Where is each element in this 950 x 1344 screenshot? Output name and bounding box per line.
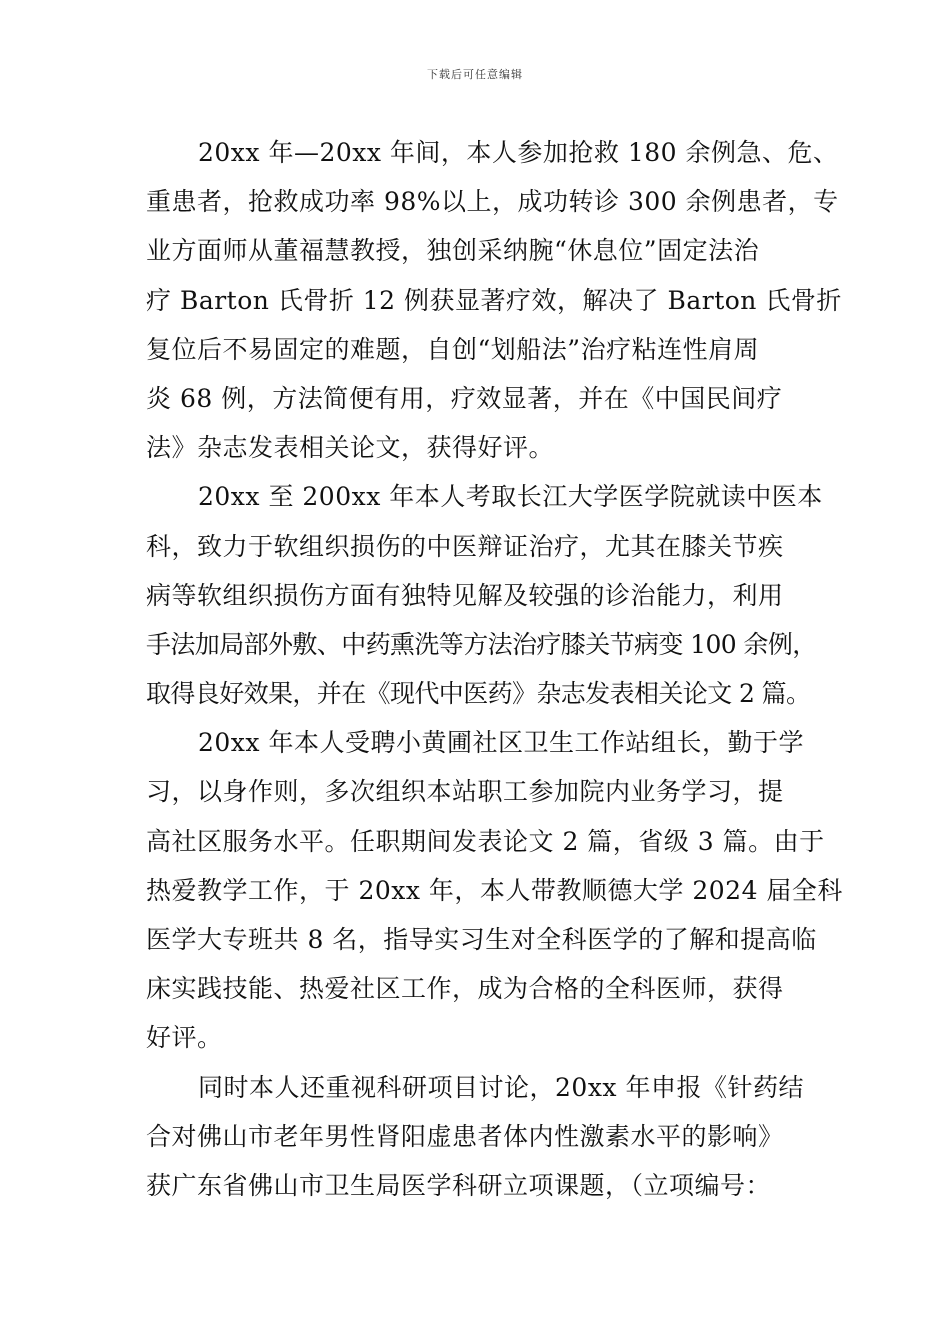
text-line: 炎 68 例，方法简便有用，疗效显著，并在《中国民间疗 bbox=[146, 383, 783, 413]
text-line: 合对佛山市老年男性肾阳虚患者体内性激素水平的影响》 bbox=[146, 1121, 784, 1151]
text-line: 法》杂志发表相关论文，获得好评。 bbox=[146, 433, 555, 463]
text-line: 业方面师从董福慧教授，独创采纳腕“休息位”固定法治 bbox=[146, 236, 760, 266]
text-line: 高社区服务水平。任职期间发表论文 2 篇，省级 3 篇。由于 bbox=[146, 826, 825, 856]
text-line: 复位后不易固定的难题，自创“划船法”治疗粘连性肩周 bbox=[146, 334, 760, 364]
text-line: 病等软组织损伤方面有独特见解及较强的诊治能力，利用 bbox=[146, 580, 784, 610]
text-line: 疗 Barton 氏骨折 12 例获显著疗效，解决了 Barton 氏骨折 bbox=[146, 285, 842, 315]
text-line: 取得良好效果，并在《现代中医药》杂志发表相关论文 2 篇。 bbox=[146, 679, 811, 709]
text-line: 医学大专班共 8 名，指导实习生对全科医学的了解和提高临 bbox=[146, 925, 817, 954]
text-line: 热爱教学工作，于 20xx 年，本人带教顺德大学 2024 届全科 bbox=[146, 875, 843, 905]
paragraph bbox=[146, 718, 843, 1062]
text-line: 习，以身作则，多次组织本站职工参加院内业务学习，提 bbox=[146, 777, 784, 807]
text-line: 科，致力于软组织损伤的中医辩证治疗，尤其在膝关节疾 bbox=[146, 531, 784, 561]
text-line: 同时本人还重视科研项目讨论，20xx 年申报《针药结 bbox=[198, 1072, 804, 1102]
paragraph bbox=[146, 128, 842, 472]
document-body bbox=[146, 128, 843, 1210]
text-line: 获广东省佛山市卫生局医学科研立项课题，（立项编号： bbox=[146, 1170, 772, 1200]
text-line: 20xx 年—20xx 年间，本人参加抢救 180 余例急、危、 bbox=[198, 138, 839, 167]
text-line: 20xx 至 200xx 年本人考取长江大学医学院就读中医本 bbox=[198, 482, 823, 512]
paragraph bbox=[146, 1063, 822, 1211]
paragraph bbox=[146, 472, 822, 718]
header-note: 下载后可任意编辑 bbox=[427, 68, 523, 81]
text-line: 重患者，抢救成功率 98%以上，成功转诊 300 余例患者，专 bbox=[146, 187, 839, 217]
text-line: 好评。 bbox=[146, 1023, 223, 1053]
text-line: 20xx 年本人受聘小黄圃社区卫生工作站组长，勤于学 bbox=[198, 728, 804, 758]
text-line: 手法加局部外敷、中药熏洗等方法治疗膝关节病变 100 余例， bbox=[146, 629, 817, 659]
text-line: 床实践技能、热爱社区工作，成为合格的全科医师，获得 bbox=[146, 974, 784, 1004]
